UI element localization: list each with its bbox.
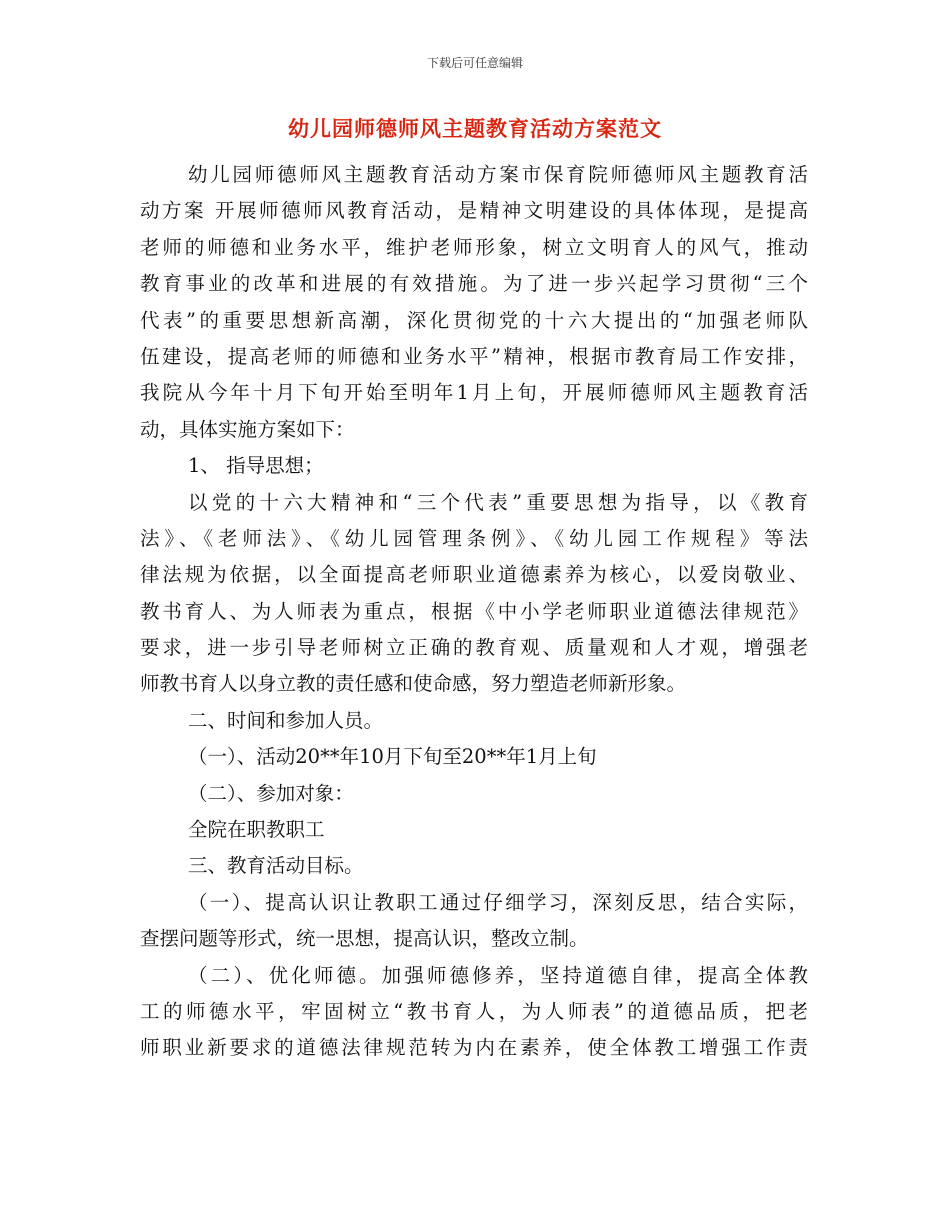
paragraph-line: （二）、优化师德。加强师德修养，坚持道德自律，提高全体教 (188, 963, 808, 987)
paragraph-line: 要求，进一步引导老师树立正确的教育观、质量观和人才观，增强老 (140, 636, 808, 660)
paragraph-line: （二）、参加对象： (188, 781, 354, 805)
paragraph-line: 师职业新要求的道德法律规范转为内在素养，使全体教工增强工作责 (140, 1036, 808, 1060)
paragraph-line: 全院在职教职工 (188, 818, 325, 842)
paragraph-line: 幼儿园师德师风主题教育活动方案市保育院师德师风主题教育活 (188, 163, 808, 186)
paragraph-line: 法》、《老师法》、《幼儿园管理条例》、《幼儿园工作规程》等法 (140, 526, 808, 550)
document-body (140, 157, 808, 1067)
paragraph-line: 代表”的重要思想新高潮，深化贯彻党的十六大提出的“加强老师队 (140, 308, 808, 332)
paragraph-line: 以党的十六大精神和“三个代表”重要思想为指导，以《教育 (188, 490, 808, 514)
paragraph-line: 动，具体实施方案如下： (140, 417, 355, 441)
paragraph-line: 我院从今年十月下旬开始至明年1月上旬，开展师德师风主题教育活 (140, 381, 808, 405)
header-note: 下载后可任意编辑 (426, 56, 523, 70)
paragraph-line: 老师的师德和业务水平，维护老师形象，树立文明育人的风气，推动 (140, 235, 808, 259)
paragraph-line: （一）、提高认识让教职工通过仔细学习，深刻反思，结合实际， (188, 890, 808, 914)
paragraph-line: 动方案 开展师德师风教育活动，是精神文明建设的具体体现，是提高 (140, 199, 808, 223)
paragraph-line: 教育事业的改革和进展的有效措施。为了进一步兴起学习贯彻“三个 (140, 272, 808, 296)
section-heading: 1、 指导思想； (188, 454, 324, 478)
paragraph-line: 工的师德水平，牢固树立“教书育人，为人师表”的道德品质，把老 (140, 999, 808, 1023)
section-heading: 三、教育活动目标。 (188, 854, 364, 878)
paragraph-line: 教书育人、为人师表为重点，根据《中小学老师职业道德法律规范》 (140, 599, 808, 623)
section-heading: 二、时间和参加人员。 (188, 708, 384, 732)
paragraph-line: 律法规为依据，以全面提高老师职业道德素养为核心，以爱岗敬业、 (140, 563, 808, 587)
paragraph-line: （一）、活动20**年10月下旬至20**年1月上旬 (188, 745, 597, 769)
paragraph-line: 查摆问题等形式，统一思想，提高认识，整改立制。 (140, 927, 589, 951)
document-title: 幼儿园师德师风主题教育活动方案范文 (288, 116, 662, 141)
paragraph-line: 伍建设，提高老师的师德和业务水平”精神，根据市教育局工作安排， (140, 344, 808, 368)
paragraph-line: 师教书育人以身立教的责任感和使命感，努力塑造老师新形象。 (140, 672, 687, 696)
